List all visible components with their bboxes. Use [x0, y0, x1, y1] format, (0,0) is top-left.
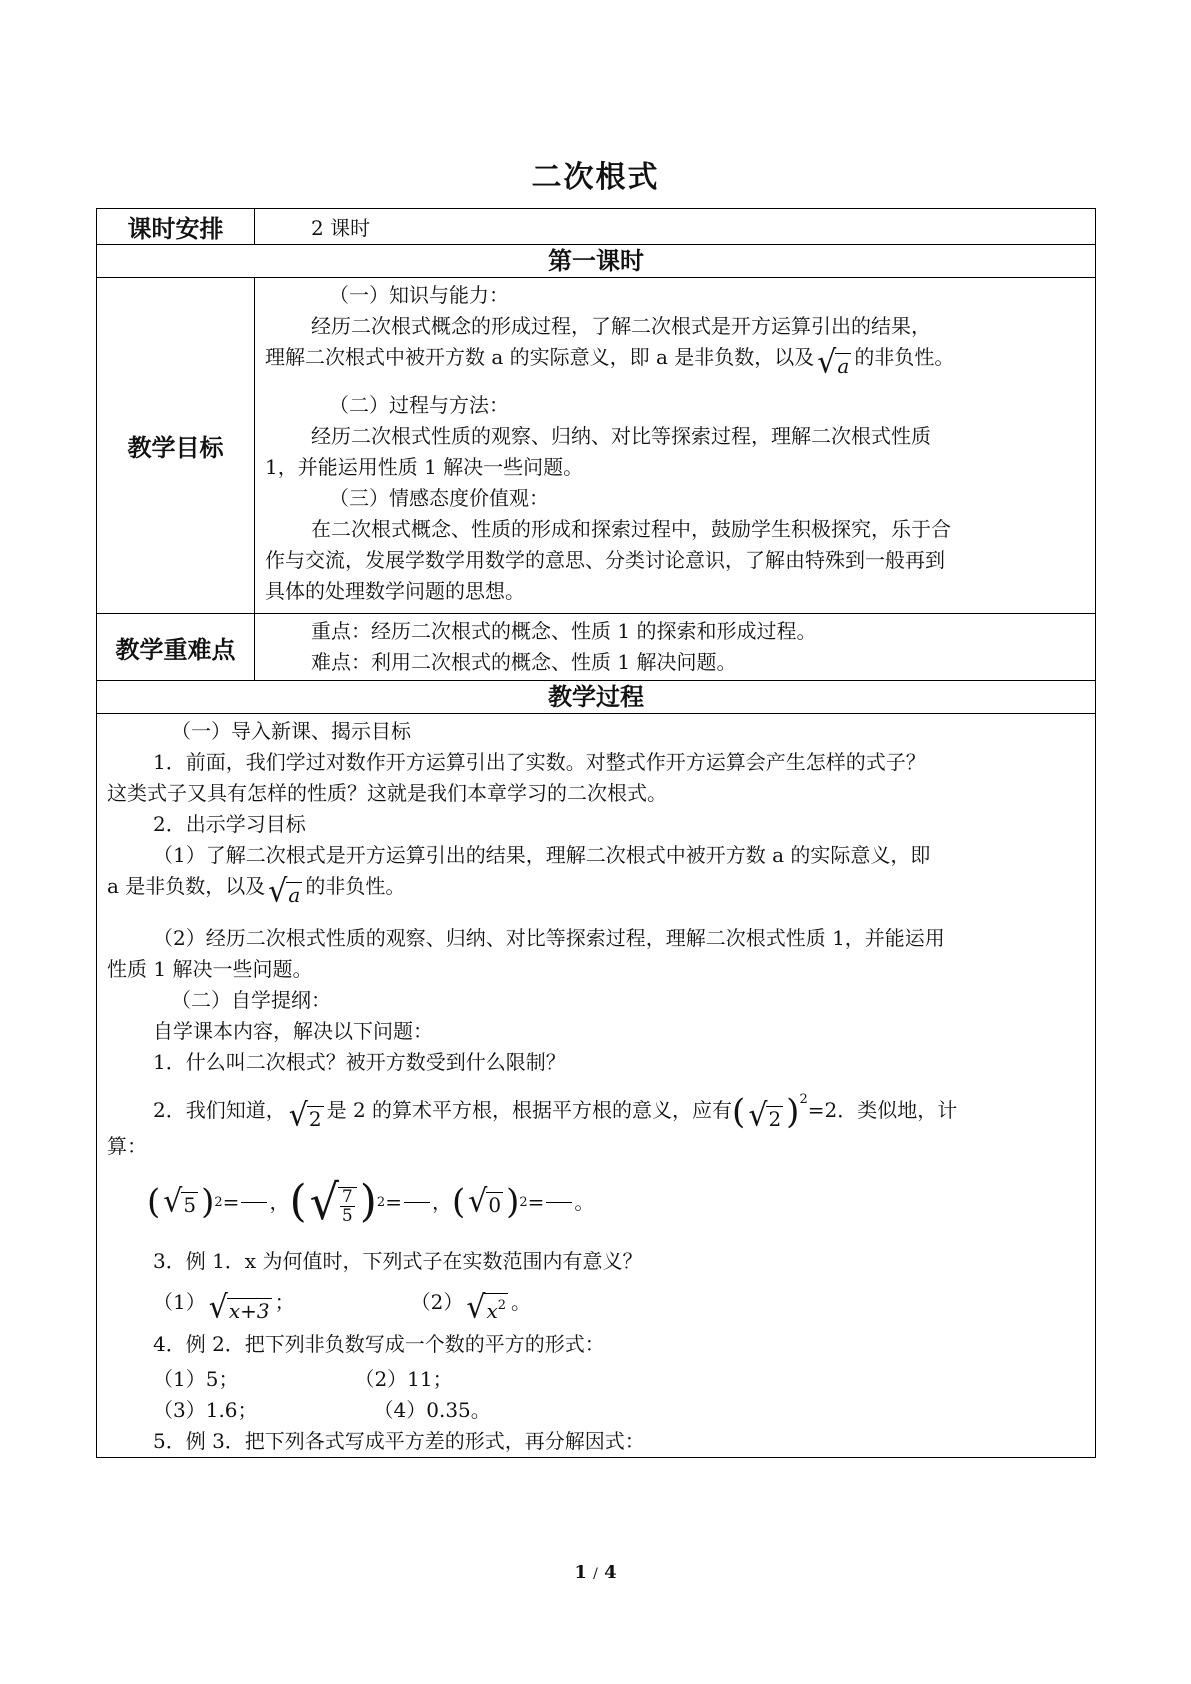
equals-3: =	[527, 1189, 545, 1214]
sqrt-x-squared-radicand	[484, 1293, 508, 1323]
lesson-plan-table	[96, 208, 1096, 1458]
fraction-7-5	[340, 1188, 355, 1225]
process-question2-mid: 是 2 的算术平方根，根据平方根的意义，应有	[326, 1098, 733, 1122]
goals-s1-head: （一）知识与能力：	[329, 283, 509, 307]
sqrt-2-squared-radicand: 2	[768, 1107, 782, 1131]
process-content	[97, 714, 1096, 1458]
sqrt-fraction-expression: √ $\frac{7}{5}$	[310, 1179, 357, 1225]
sqrt-a-expression: √ a	[817, 344, 850, 381]
goals-s2-line1: 经历二次根式性质的观察、归纳、对比等探索过程，理解二次根式性质	[311, 424, 931, 448]
process-example1: 3．例 1．x 为何值时，下列式子在实数范围内有意义？	[153, 1249, 643, 1273]
process-header: 教学过程	[97, 681, 1096, 714]
example2-item4: （4）0.35。	[373, 1398, 491, 1422]
process-section1-head: （一）导入新课、揭示目标	[171, 719, 411, 743]
keypoints-label: 教学重难点	[97, 614, 255, 681]
schedule-row	[97, 209, 1096, 245]
process-question2: 2．我们知道， √ 2 是 2 的算术平方根，根据平方根的意义，应有( √ 2 )$^2$=2．类似地，计	[153, 1092, 958, 1134]
square-exponent-3: 2	[519, 1194, 528, 1210]
process-goal1-line1: （1）了解二次根式是开方运算引出的结果，理解二次根式中被开方数 a 的实际意义，即	[153, 843, 931, 867]
process-goal1-line2-text: a 是非负数，以及	[107, 874, 266, 898]
sqrt-x-squared-expression: √ $x^2$	[466, 1289, 507, 1326]
process-question1: 1．什么叫二次根式？被开方数受到什么限制？	[153, 1050, 566, 1074]
equals-2: =	[385, 1189, 402, 1214]
answer-blank-3[interactable]	[546, 1202, 572, 1203]
keypoints-row	[97, 614, 1096, 681]
goals-content	[255, 278, 1096, 614]
goals-s2-line2: 1，并能运用性质 1 解决一些问题。	[265, 455, 584, 479]
process-intro-line1: 1．前面，我们学过对数作开方运算引出了实数。对整式作开方运算会产生怎样的式子？	[153, 750, 926, 774]
keypoints-key: 重点：经历二次根式的概念、性质 1 的探索和形成过程。	[311, 619, 817, 643]
goals-row	[97, 278, 1096, 614]
process-example2-row1	[107, 1364, 1085, 1395]
equals-1: =	[222, 1189, 240, 1214]
comma-1: ，	[269, 1189, 290, 1214]
example1-item2-label: （2）	[410, 1290, 464, 1314]
process-question2-text: 2．我们知道，	[153, 1098, 286, 1122]
process-example3: 5．例 3．把下列各式写成平方差的形式，再分解因式：	[153, 1429, 645, 1453]
sqrt-0-expression: √ 0	[468, 1183, 502, 1220]
example1-item1-label: （1）	[153, 1290, 206, 1314]
goals-s1-line2	[265, 342, 1085, 390]
schedule-value: 2 课时	[255, 209, 1096, 245]
goals-s1-line1: 经历二次根式概念的形成过程，了解二次根式是开方运算引出的结果，	[311, 314, 931, 338]
square-exponent-2: 2	[376, 1194, 386, 1210]
goals-s3-line1: 在二次根式概念、性质的形成和探索过程中，鼓励学生积极探究，乐于合	[311, 517, 951, 541]
example2-item2: （2）11；	[354, 1367, 453, 1391]
fraction-numerator: 7	[341, 1187, 353, 1207]
x-base: x	[486, 1299, 498, 1323]
keypoints-content	[255, 614, 1096, 681]
schedule-label: 课时安排	[97, 209, 255, 245]
sqrt-x-plus-3-radicand: x+3	[228, 1299, 270, 1323]
sqrt-2-squared-expression: √ 2	[748, 1097, 782, 1134]
sqrt-2-expression: √ 2	[288, 1097, 322, 1134]
goals-s1-line2-tail: 的非负性。	[854, 345, 955, 369]
process-section2-head: （二）自学提纲：	[171, 988, 331, 1012]
goals-s3-line3: 具体的处理数学问题的思想。	[265, 579, 525, 603]
sqrt-5-expression: √ 5	[163, 1183, 197, 1220]
process-goal2-line1: （2）经历二次根式性质的观察、归纳、对比等探索过程，理解二次根式性质 1，并能运用	[153, 926, 945, 950]
process-row	[97, 714, 1096, 1458]
goals-label: 教学目标	[97, 278, 255, 614]
goals-s1-line2-text: 理解二次根式中被开方数 a 的实际意义，即 a 是非负数，以及	[265, 345, 815, 369]
sqrt-a-radicand-2: a	[288, 883, 301, 907]
square-exponent: 2	[799, 1092, 808, 1107]
period-end: 。	[574, 1189, 595, 1214]
x-exponent: 2	[497, 1298, 507, 1313]
example2-item3: （3）1.6；	[153, 1398, 258, 1422]
process-goals-head: 2．出示学习目标	[153, 812, 306, 836]
calc-expressions: ( √ 5 ) 2 = ， ( √ $\frac{7}{5}$ ) 2 = ， ( √ 0 ) 2 = 。	[147, 1173, 595, 1231]
sqrt-5-radicand: 5	[183, 1193, 197, 1217]
process-example2-row2	[107, 1395, 1085, 1426]
example1-semicolon: ；	[274, 1290, 295, 1314]
example1-end: 。	[511, 1290, 532, 1314]
process-goal1-line2-tail: 的非负性。	[305, 874, 406, 898]
page-footer	[0, 1562, 1191, 1583]
process-selfstudy-intro: 自学课本内容，解决以下问题：	[153, 1019, 433, 1043]
page-number: 1	[574, 1562, 587, 1583]
process-example1-items	[107, 1280, 1085, 1324]
sqrt-0-radicand: 0	[488, 1193, 502, 1217]
sqrt-2-radicand: 2	[308, 1107, 322, 1131]
answer-blank-2[interactable]	[404, 1202, 430, 1203]
process-question2-tail: =2．类似地，计	[807, 1098, 958, 1122]
process-example2: 4．例 2．把下列非负数写成一个数的平方的形式：	[153, 1332, 605, 1356]
process-goal2-line2: 性质 1 解决一些问题。	[107, 957, 313, 981]
page-separator: /	[593, 1566, 598, 1582]
goals-s2-head: （二）过程与方法：	[329, 393, 509, 417]
fraction-denominator: 5	[341, 1206, 353, 1226]
comma-2: ，	[431, 1189, 452, 1214]
sqrt-a-radicand: a	[837, 354, 850, 378]
process-goal1-line2	[107, 871, 1085, 923]
process-intro-line2: 这类式子又具有怎样的性质？这就是我们本章学习的二次根式。	[107, 781, 667, 805]
sqrt-x-plus-3-expression: √ x+3	[208, 1289, 270, 1326]
goals-s3-head: （三）情感态度价值观：	[329, 486, 549, 510]
keypoints-difficult: 难点：利用二次根式的概念、性质 1 解决问题。	[311, 650, 737, 674]
goals-s3-line2: 作与交流，发展学数学用数学的意思、分类讨论意识，了解由特殊到一般再到	[265, 548, 945, 572]
page-total: 4	[604, 1562, 617, 1583]
sqrt-a-expression-2: √ a	[268, 873, 301, 910]
example2-item1: （1）5；	[153, 1367, 239, 1391]
lesson1-header: 第一课时	[97, 245, 1096, 278]
page-title: 二次根式	[531, 160, 660, 195]
square-exponent-1: 2	[214, 1194, 223, 1210]
answer-blank-1[interactable]	[241, 1202, 267, 1203]
process-question2-calc-label: 算：	[107, 1134, 147, 1158]
